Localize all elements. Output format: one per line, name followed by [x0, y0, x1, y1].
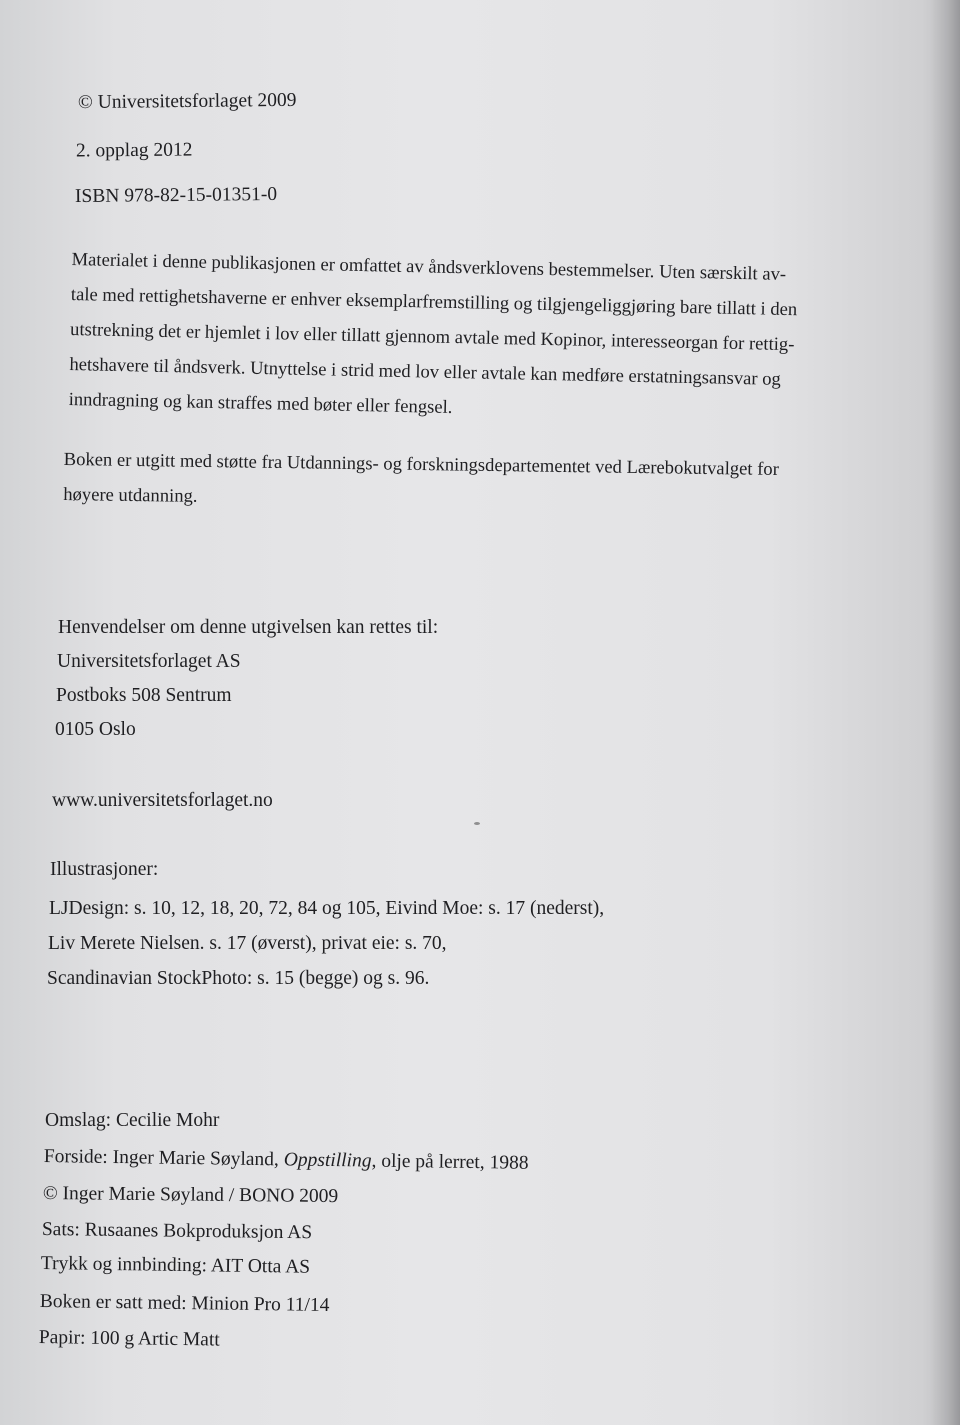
typesetting-credit: Sats: Rusaanes Bokproduksjon AS: [41, 1219, 313, 1244]
rights-notice-line: utstrekning det er hjemlet i lov eller tillatt gjennom avtale med Kopinor, interesseorgan for rettig-: [69, 318, 795, 356]
paper-credit: Papir: 100 g Artic Matt: [38, 1327, 220, 1351]
front-cover-prefix: Forside: Inger Marie Søyland,: [43, 1146, 284, 1171]
front-cover-credit: [44, 1147, 529, 1173]
illustrations-line: LJDesign: s. 10, 12, 18, 20, 72, 84 og 105, Eivind Moe: s. 17 (nederst),: [49, 898, 605, 919]
rights-notice-line: inndragning og kan straffes med bøter eller fengsel.: [68, 388, 453, 419]
rights-notice-line: tale med rettighetshaverne er enhver eksemplarfremstilling og tilgjengeliggjøring bare tillatt i den: [70, 283, 798, 321]
paper-speck: [474, 822, 480, 825]
contact-address: Postboks 508 Sentrum: [56, 685, 232, 706]
support-notice-line: høyere utdanning.: [63, 483, 198, 507]
contact-name: Universitetsforlaget AS: [57, 651, 241, 672]
rights-notice-line: Materialet i denne publikasjonen er omfattet av åndsverklovens bestemmelser. Uten særskilt av-: [71, 248, 787, 285]
contact-city: 0105 Oslo: [55, 719, 136, 740]
printing-credit: Trykk og innbinding: AIT Otta AS: [40, 1253, 311, 1278]
website-line: www.universitetsforlaget.no: [52, 790, 273, 811]
support-notice: [63, 442, 779, 522]
rights-notice-line: hetshavere til åndsverk. Utnyttelse i strid med lov eller avtale kan medføre erstatningsansvar og: [69, 353, 782, 390]
support-notice-line: Boken er utgitt med støtte fra Utdannings- og forskningsdepartementet ved Lærebokutvalget for: [63, 448, 780, 480]
front-cover-suffix: , olje på lerret, 1988: [371, 1150, 529, 1174]
contact-intro: Henvendelser om denne utgivelsen kan rettes til:: [58, 617, 439, 638]
cover-credit: Omslag: Cecilie Mohr: [45, 1110, 220, 1131]
typeface-credit: Boken er satt med: Minion Pro 11/14: [39, 1291, 330, 1317]
artwork-copyright: © Inger Marie Søyland / BONO 2009: [42, 1183, 339, 1208]
page-edge-shadow: [930, 0, 960, 1425]
edition-line: 2. opplag 2012: [75, 139, 193, 162]
illustrations-line: Liv Merete Nielsen. s. 17 (øverst), privat eie: s. 70,: [48, 933, 447, 954]
illustrations-heading: Illustrasjoner:: [50, 859, 159, 880]
copyright-line: © Universitetsforlaget 2009: [77, 89, 297, 114]
rights-notice: [68, 242, 798, 432]
illustrations-line: Scandinavian StockPhoto: s. 15 (begge) og s. 96.: [47, 968, 430, 989]
isbn-line: ISBN 978-82-15-01351-0: [74, 183, 278, 208]
artwork-title: Oppstilling: [283, 1149, 372, 1172]
